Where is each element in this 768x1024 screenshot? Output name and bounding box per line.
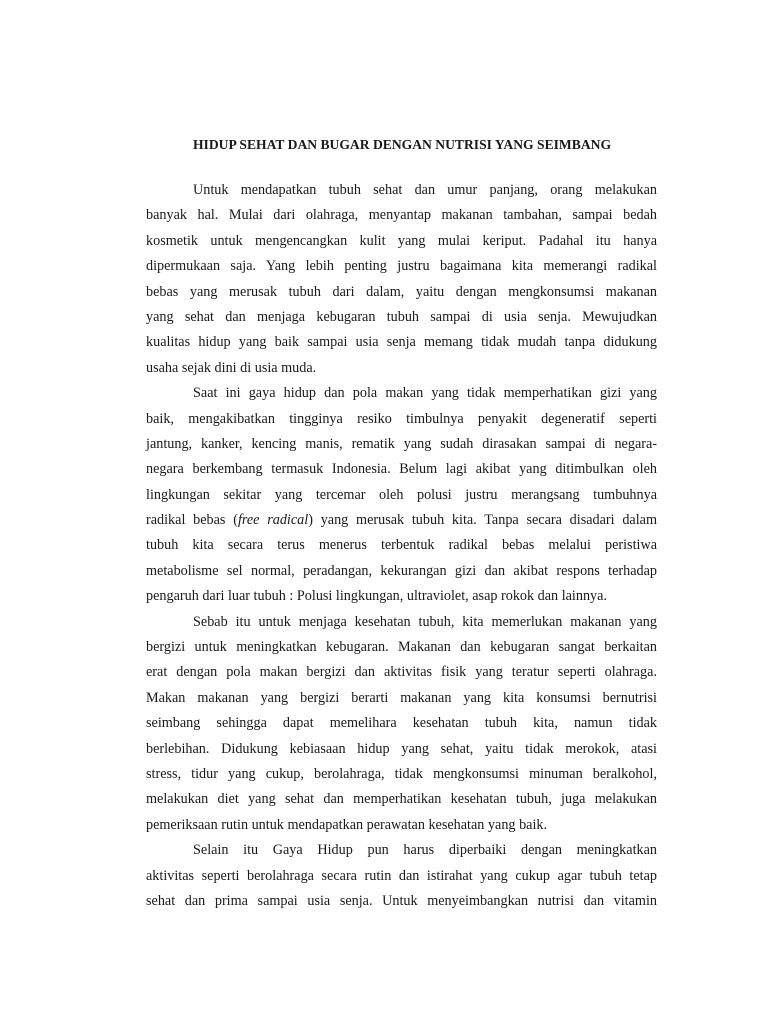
italic-term: free radical xyxy=(237,512,309,529)
paragraph-2 xyxy=(146,381,657,610)
text-line: metabolisme sel normal, peradangan, kekurangan gizi dan akibat respons terhadap xyxy=(146,562,657,579)
text-line: aktivitas seperti berolahraga secara rutin dan istirahat yang cukup agar tubuh tetap xyxy=(146,867,657,884)
text-line: banyak hal. Mulai dari olahraga, menyantap makanan tambahan, sampai bedah xyxy=(146,207,657,224)
text-segment: radikal bebas ( xyxy=(146,512,238,529)
paragraph-3 xyxy=(146,610,657,839)
text-line: jantung, kanker, kencing manis, rematik yang sudah dirasakan sampai di negara- xyxy=(146,435,657,452)
text-line: Sebab itu untuk menjaga kesehatan tubuh, kita memerlukan makanan yang xyxy=(193,613,657,630)
text-line: tubuh kita secara terus menerus terbentuk radikal bebas melalui peristiwa xyxy=(146,537,657,554)
text-line: lingkungan sekitar yang tercemar oleh polusi justru merangsang tumbuhnya xyxy=(146,486,657,503)
text-line: kosmetik untuk mengencangkan kulit yang mulai keriput. Padahal itu hanya xyxy=(146,232,657,249)
text-line: Selain itu Gaya Hidup pun harus diperbaiki dengan meningkatkan xyxy=(193,842,657,859)
paragraph-4 xyxy=(146,838,657,914)
text-line: dipermukaan saja. Yang lebih penting justru bagaimana kita memerangi radikal xyxy=(146,258,657,275)
text-segment: ) yang merusak tubuh kita. Tanpa secara disadari dalam xyxy=(308,512,658,529)
document-title: HIDUP SEHAT DAN BUGAR DENGAN NUTRISI YANG SEIMBANG xyxy=(192,137,612,152)
text-line: Saat ini gaya hidup dan pola makan yang tidak memperhatikan gizi yang xyxy=(193,385,657,402)
text-line: erat dengan pola makan bergizi dan aktivitas fisik yang teratur seperti olahraga. xyxy=(146,664,657,681)
paragraph-1 xyxy=(146,178,657,381)
text-line: berlebihan. Didukung kebiasaan hidup yang sehat, yaitu tidak merokok, atasi xyxy=(146,740,657,757)
text-line: pemeriksaan rutin untuk mendapatkan perawatan kesehatan yang baik. xyxy=(146,816,548,833)
document-body xyxy=(146,178,657,914)
text-line: negara berkembang termasuk Indonesia. Belum lagi akibat yang ditimbulkan oleh xyxy=(146,461,657,478)
text-line: sehat dan prima sampai usia senja. Untuk menyeimbangkan nutrisi dan vitamin xyxy=(146,892,657,909)
text-line: seimbang sehingga dapat memelihara kesehatan tubuh kita, namun tidak xyxy=(146,715,657,732)
text-line: kualitas hidup yang baik sampai usia senja memang tidak mudah tanpa didukung xyxy=(146,334,657,351)
text-line: pengaruh dari luar tubuh : Polusi lingkungan, ultraviolet, asap rokok dan lainnya. xyxy=(146,588,607,605)
text-line: bergizi untuk meningkatkan kebugaran. Makanan dan kebugaran sangat berkaitan xyxy=(146,639,657,656)
text-line: Untuk mendapatkan tubuh sehat dan umur panjang, orang melakukan xyxy=(193,182,657,198)
text-line: baik, mengakibatkan tingginya resiko timbulnya penyakit degeneratif seperti xyxy=(146,410,657,427)
text-line: Makan makanan yang bergizi berarti makanan yang kita konsumsi bernutrisi xyxy=(146,689,657,706)
text-line: bebas yang merusak tubuh dari dalam, yaitu dengan mengkonsumsi makanan xyxy=(146,283,657,300)
text-line: usaha sejak dini di usia muda. xyxy=(146,359,317,376)
text-line: stress, tidur yang cukup, berolahraga, tidak mengkonsumsi minuman beralkohol, xyxy=(146,765,657,782)
text-line: yang sehat dan menjaga kebugaran tubuh sampai di usia senja. Mewujudkan xyxy=(146,308,657,325)
text-line: melakukan diet yang sehat dan memperhatikan kesehatan tubuh, juga melakukan xyxy=(146,791,657,808)
text-line-with-italic xyxy=(146,508,657,533)
